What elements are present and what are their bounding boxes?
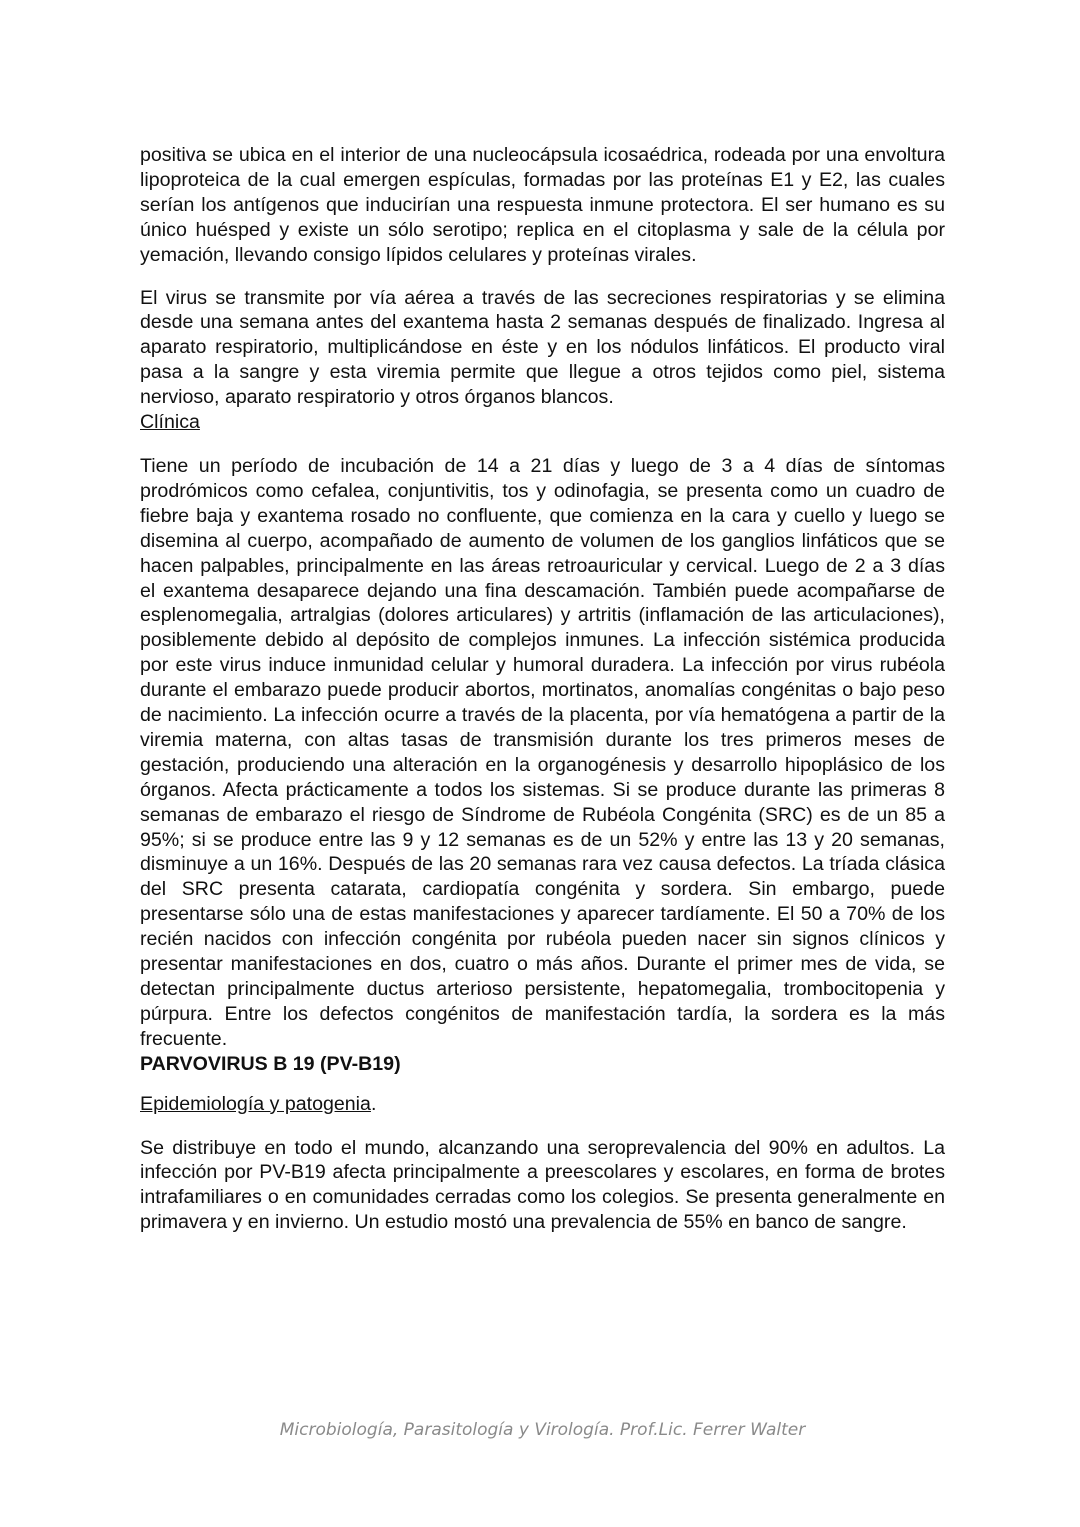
subheading-clinica: Clínica — [140, 411, 200, 434]
subheading-epidemiologia-wrapper — [140, 1092, 945, 1117]
paragraph-transmission: El virus se transmite por vía aérea a través de las secreciones respiratorias y se elimina desde una semana antes del exantema hasta 2 semanas después de finalizado. Ingresa al aparato respiratorio, multiplicándose en éste y en los nódulos linfáticos. El producto viral pasa a la sangre y esta viremia permite que llegue a otros tejidos como piel, sistema nervioso, aparato respiratorio y otros órganos blancos. — [140, 286, 945, 409]
paragraph-clinical: Tiene un período de incubación de 14 a 21 días y luego de 3 a 4 días de síntomas prodrómicos como cefalea, conjuntivitis, tos y odinofagia, se presenta como un cuadro de fiebre baja y exantema rosado no confluente, que comienza en la cara y cuello y luego se disemina al cuerpo, acompañado de aumento de volumen de los ganglios linfáticos que se hacen palpables, principalmente en las áreas retroauricular y cervical. Luego de 2 a 3 días el exantema desaparece dejando una fina descamación. También puede acompañarse de esplenomegalia, artralgias (dolores articulares) y artritis (inflamación de las articulaciones), posiblemente debido al depósito de complejos inmunes. La infección sistémica producida por este virus induce inmunidad celular y humoral duradera. La infección por virus rubéola durante el embarazo puede producir abortos, mortinatos, anomalías congénitas o bajo peso de nacimiento. La infección ocurre a través de la placenta, por vía hematógena a partir de la viremia materna, con altas tasas de transmisión durante los tres primeros meses de gestación, produciendo una alteración en la organogénesis y desarrollo hipoplásico de los órganos. Afecta prácticamente a todos los sistemas. Si se produce durante las primeras 8 semanas de embarazo el riesgo de Síndrome de Rubéola Congénita (SRC) es de un 85 a 95%; si se produce entre las 9 y 12 semanas es de un 52% y entre las 13 y 20 semanas, disminuye a un 16%. Después de las 20 semanas rara vez causa defectos. La tríada clásica del SRC presenta catarata, cardiopatía congénita y sordera. Sin embargo, puede presentarse sólo una de estas manifestaciones y aparecer tardíamente. El 50 a 70% de los recién nacidos con infección congénita por rubéola pueden nacer sin signos clínicos y presentar manifestaciones en dos, cuatro o más años. Durante el primer mes de vida, se detectan principalmente ductus arterioso persistente, hepatomegalia, trombocitopenia y púrpura. Entre los defectos congénitos de manifestación tardía, la sordera es la más frecuente. — [140, 454, 945, 1050]
heading-parvovirus: PARVOVIRUS B 19 (PV-B19) — [140, 1052, 401, 1075]
paragraph-epidemiology: Se distribuye en todo el mundo, alcanzando una seroprevalencia del 90% en adultos. La infección por PV-B19 afecta principalmente a preescolares y escolares, en forma de brotes intrafamiliares o en comunidades cerradas como los colegios. Se presenta generalmente en primavera y en invierno. Un estudio mostó una prevalencia de 55% en banco de sangre. — [140, 1136, 945, 1234]
paragraph-virus-structure: positiva se ubica en el interior de una nucleocápsula icosaédrica, rodeada por una envoltura lipoproteica de la cual emergen espículas, formadas por las proteínas E1 y E2, las cuales serían los antígenos que inducirían una respuesta inmune protectora. El ser humano es su único huésped y existe un sólo serotipo; replica en el citoplasma y sale de la célula por yemación, llevando consigo lípidos celulares y proteínas virales. — [140, 144, 945, 266]
subheading-epidemiologia: Epidemiología y patogenia — [140, 1092, 371, 1115]
document-body — [140, 143, 945, 1235]
page-footer: Microbiología, Parasitología y Virología. Prof.Lic. Ferrer Walter — [279, 1420, 806, 1440]
subheading-epidemiologia-period: . — [370, 1092, 377, 1115]
